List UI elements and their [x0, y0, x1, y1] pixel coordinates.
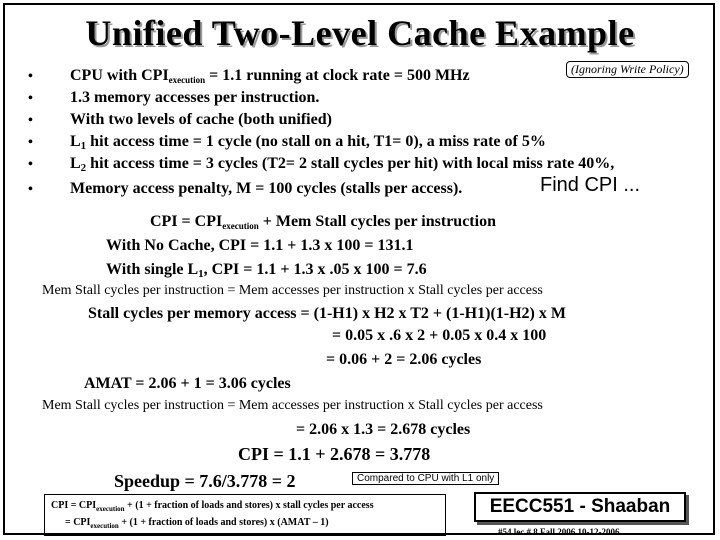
- bullet-6: [28, 180, 33, 198]
- course-badge: EECC551 - Shaaban: [474, 492, 686, 522]
- bullet-marker: •: [28, 135, 33, 150]
- ignoring-write-policy-note: (Ignoring Write Policy): [566, 61, 689, 78]
- mem-stall-definition-1: Mem Stall cycles per instruction = Mem accesses per instruction x Stall cycles per access: [42, 283, 543, 298]
- cpi-final-result: CPI = 1.1 + 2.678 = 3.778: [238, 444, 431, 464]
- bullet-marker: •: [28, 157, 33, 172]
- bullet-5: [28, 155, 33, 173]
- stall-calc-step-2: = 0.06 + 2 = 2.06 cycles: [326, 351, 482, 368]
- mem-stall-calc: = 2.06 x 1.3 = 2.678 cycles: [296, 421, 471, 438]
- slide-title: Unified Two-Level Cache Example: [85, 13, 635, 53]
- general-cpi-formula-line-2: = $CPI_{execution} + (1$ + fraction of loads and stores) x (AMAT – 1): [65, 517, 329, 530]
- bullet-1: [28, 67, 33, 85]
- amat-result: AMAT = 2.06 + 1 = 3.06 cycles: [84, 375, 291, 392]
- bullet-marker: •: [28, 182, 33, 197]
- stall-calc-step-1: = 0.05 x .6 x 2 + 0.05 x 0.4 x 100: [332, 327, 547, 344]
- single-l1-cpi: With single L1, CPI = 1.1 + 1.3 x .05 x 100 = 7.6: [106, 261, 427, 280]
- stall-per-access-formula: Stall cycles per memory access = (1-H1) x H2 x T2 + (1-H1)(1-H2) x M: [88, 305, 566, 322]
- general-cpi-formula-line-1: CPI = $CPI_{execution} + (1$ + fraction of loads and stores) x stall cycles per access: [51, 500, 374, 513]
- find-cpi-label: Find CPI ...: [540, 174, 641, 196]
- speedup-result: Speedup = 7.6/3.778 = 2: [114, 471, 296, 491]
- bullet-marker: •: [28, 91, 33, 106]
- bullet-1-text: CPU with $CPI_{execution} = 1.1$ running at clock rate = 500 MHz: [70, 67, 470, 85]
- general-cpi-formula-box: [44, 494, 446, 536]
- bullet-4: [28, 133, 33, 151]
- bullet-marker: •: [28, 113, 33, 128]
- compared-to-l1-note: Compared to CPU with L1 only: [352, 472, 499, 485]
- bullet-3-text: With two levels of cache (both unified): [70, 111, 332, 128]
- mem-stall-definition-2: Mem Stall cycles per instruction = Mem accesses per instruction x Stall cycles per access: [42, 398, 543, 413]
- bullet-marker: •: [28, 69, 33, 84]
- bullet-6-text: Memory access penalty, M = 100 cycles (stalls per access).: [70, 180, 463, 197]
- bullet-4-text: L1 hit access time = 1 cycle (no stall on a hit, T1= 0), a miss rate of 5%: [70, 133, 546, 152]
- slide-footer: #54 lec # 8 Fall 2006 10-12-2006: [498, 527, 620, 537]
- cpi-formula: CPI = $CPI_{execution}$ + Mem Stall cycles per instruction: [150, 213, 496, 231]
- no-cache-cpi: With No Cache, CPI = 1.1 + 1.3 x 100 = 131.1: [106, 237, 414, 254]
- bullet-5-text: L2 hit access time = 3 cycles (T2= 2 stall cycles per hit) with local miss rate 40%,: [70, 155, 615, 174]
- bullet-3: [28, 111, 33, 129]
- bullet-2: [28, 89, 33, 107]
- bullet-2-text: 1.3 memory accesses per instruction.: [70, 89, 320, 106]
